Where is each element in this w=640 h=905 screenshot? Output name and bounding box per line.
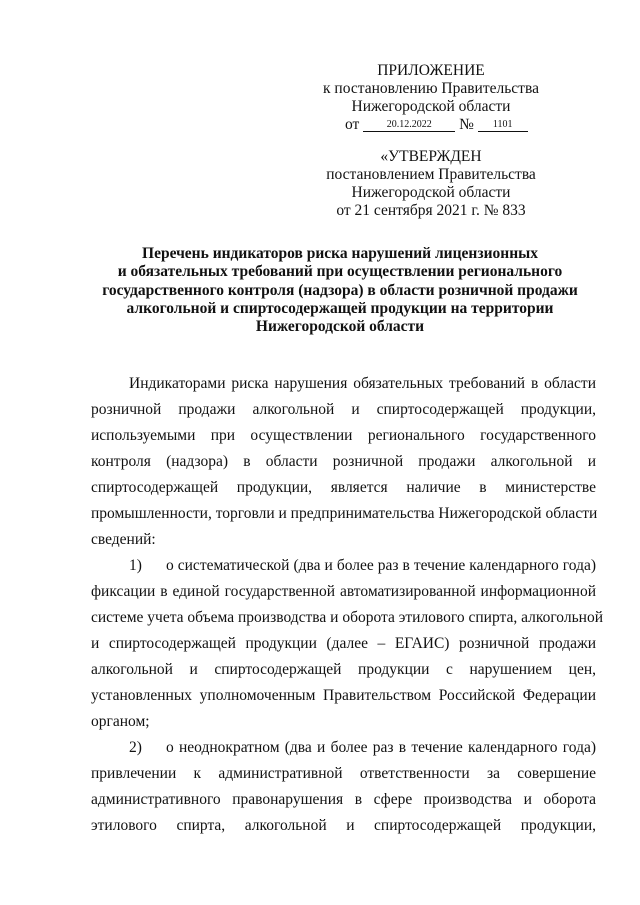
item-number: 1) xyxy=(129,557,142,574)
title-line: государственного контроля (надзора) в области розничной продажи xyxy=(102,281,578,299)
appendix-title: ПРИЛОЖЕНИЕ xyxy=(377,62,485,79)
title-line: алкогольной и спиртосодержащей продукции на территории xyxy=(126,299,554,317)
appendix-date-line xyxy=(300,116,562,134)
appendix-line-2: Нижегородской области xyxy=(351,98,511,115)
appendix-block xyxy=(300,62,562,134)
approved-line-3: от 21 сентября 2021 г. № 833 xyxy=(336,202,526,219)
title-line: Нижегородской области xyxy=(255,318,425,336)
item-line: административного правонарушения в сфере производства и оборота xyxy=(91,791,596,808)
approved-line-1: постановлением Правительства xyxy=(326,166,536,183)
item-line: установленных уполномоченным Правительством Российской Федерации xyxy=(91,687,596,704)
approved-block xyxy=(300,148,562,220)
item-number: 2) xyxy=(129,739,142,756)
title-line: и обязательных требований при осуществлении регионального xyxy=(117,263,563,281)
resolution-date: 20.12.2022 xyxy=(363,119,455,132)
item-line: о неоднократном (два и более раз в течение календарного года) xyxy=(166,739,596,756)
number-sign: № xyxy=(459,116,474,133)
item-line: системе учета объема производства и оборота этилового спирта, алкогольной xyxy=(91,609,603,626)
item-line: о систематической (два и более раз в течение календарного года) xyxy=(166,557,596,574)
intro-line: розничной продажи алкогольной и спиртосодержащей продукции, xyxy=(91,401,596,418)
intro-line: сведений: xyxy=(91,531,156,548)
resolution-number: 1101 xyxy=(478,119,528,132)
intro-line: промышленности, торговли и предпринимательства Нижегородской области xyxy=(91,505,598,522)
appendix-line-1: к постановлению Правительства xyxy=(323,80,539,97)
approved-title: «УТВЕРЖДЕН xyxy=(380,148,482,165)
approved-line-2: Нижегородской области xyxy=(351,184,511,201)
item-line: этилового спирта, алкогольной и спиртосодержащей продукции, xyxy=(91,817,596,834)
item-line: привлечении к административной ответственности за совершение xyxy=(91,765,596,782)
document-title xyxy=(95,245,585,336)
intro-line: Индикаторами риска нарушения обязательных требований в области xyxy=(129,375,596,392)
from-label: от xyxy=(345,116,360,133)
intro-line: контроля (надзора) в области розничной продажи алкогольной и xyxy=(91,453,596,470)
intro-line: спиртосодержащей продукции, является наличие в министерстве xyxy=(91,479,596,496)
item-line: алкогольной и спиртосодержащей продукции с нарушением цен, xyxy=(91,661,596,678)
intro-line: используемыми при осуществлении регионального государственного xyxy=(91,427,596,444)
item-line: и спиртосодержащей продукции (далее – ЕГАИС) розничной продажи xyxy=(91,635,596,652)
item-line: фиксации в единой государственной автоматизированной информационной xyxy=(91,583,596,600)
title-line: Перечень индикаторов риска нарушений лицензионных xyxy=(142,245,538,262)
item-line: органом; xyxy=(91,713,150,730)
